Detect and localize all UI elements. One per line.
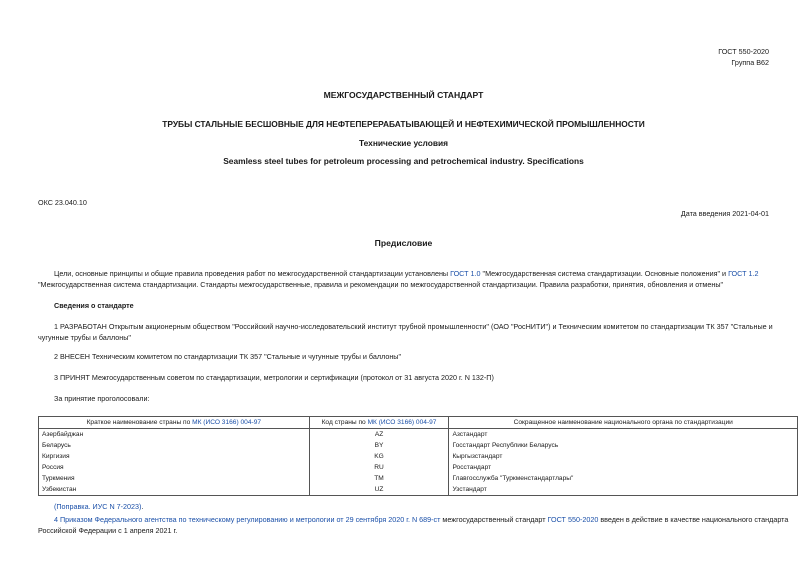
item-enacted — [38, 515, 796, 536]
table-row — [39, 440, 798, 451]
standard-type: МЕЖГОСУДАРСТВЕННЫЙ СТАНДАРТ — [323, 90, 484, 100]
header-text: Краткое наименование страны по — [86, 419, 193, 426]
cell-code: UZ — [309, 484, 449, 496]
table-row — [39, 462, 798, 473]
cell-body: Росстандарт — [449, 462, 798, 473]
cell-country: Туркмения — [39, 473, 310, 484]
cell-country: Киргизия — [39, 451, 310, 462]
gost-550-link[interactable]: ГОСТ 550-2020 — [547, 515, 599, 524]
gost-1-2-link[interactable]: ГОСТ 1.2 — [728, 269, 759, 278]
standard-english-title: Seamless steel tubes for petroleum processing and petrochemical industry. Specifications — [223, 156, 584, 166]
preface-paragraph — [38, 269, 796, 290]
table-row — [39, 473, 798, 484]
cell-body: Госстандарт Республики Беларусь — [449, 440, 798, 451]
introduction-date: Дата введения 2021-04-01 — [680, 209, 769, 218]
standard-subtitle: Технические условия — [358, 138, 449, 148]
countries-table — [38, 416, 798, 496]
item-adopted: 3 ПРИНЯТ Межгосударственным советом по стандартизации, метрологии и сертификации (протокол от 31 августа 2020 г. N 132-П) — [54, 373, 494, 382]
gost-1-0-link[interactable]: ГОСТ 1.0 — [450, 269, 481, 278]
cell-body: Кыргызстандарт — [449, 451, 798, 462]
mk-iso-link[interactable]: МК (ИСО 3166) 004-97 — [192, 419, 262, 426]
amendment-link[interactable]: (Поправка. ИУС N 7-2023) — [54, 502, 142, 511]
header-country — [39, 417, 310, 429]
header-body: Сокращенное наименование национального органа по стандартизации — [449, 417, 798, 429]
cell-country: Россия — [39, 462, 310, 473]
cell-body: Азстандарт — [449, 429, 798, 441]
amendment-dot: . — [141, 502, 144, 511]
info-heading: Сведения о стандарте — [54, 301, 134, 310]
cell-body: Главгосслужба "Туркменстандартлары" — [449, 473, 798, 484]
table-header-row — [39, 417, 798, 429]
mk-iso-link[interactable]: МК (ИСО 3166) 004-97 — [367, 419, 437, 426]
cell-country: Азербайджан — [39, 429, 310, 441]
preface-text: "Межгосударственная система стандартизации. Основные положения" и — [480, 269, 729, 278]
cell-code: KG — [309, 451, 449, 462]
oks-code: ОКС 23.040.10 — [38, 198, 87, 207]
table-row — [39, 429, 798, 441]
cell-code: BY — [309, 440, 449, 451]
cell-code: TM — [309, 473, 449, 484]
preface-text: "Межгосударственная система стандартизации. Стандарты межгосударственные, правила и рекомендации по межгосударственной стандартизации. Правила разработки, принятия, обновления и отмены" — [38, 279, 724, 289]
item4-text: введен в действие в качестве национального стандарта Российской Федерации с 1 апреля 2021 г. — [38, 515, 789, 535]
header-text: Код страны по — [321, 419, 368, 426]
table-row — [39, 451, 798, 462]
cell-code: RU — [309, 462, 449, 473]
document-group: Группа В62 — [731, 58, 769, 67]
cell-country: Узбекистан — [39, 484, 310, 496]
header-code — [309, 417, 449, 429]
standard-title: ТРУБЫ СТАЛЬНЫЕ БЕСШОВНЫЕ ДЛЯ НЕФТЕПЕРЕРАБАТЫВАЮЩЕЙ И НЕФТЕХИМИЧЕСКОЙ ПРОМЫШЛЕННОСТИ — [162, 119, 645, 129]
item-developed: 1 РАЗРАБОТАН Открытым акционерным обществом "Российский научно-исследовательский институт трубной промышленности" (ОАО "РосНИТИ") и Техническим комитетом по стандартизации ТК 357 "Стальные и чугунные трубы и баллоны" — [38, 322, 773, 342]
preface-heading: Предисловие — [374, 238, 433, 248]
cell-body: Узстандарт — [449, 484, 798, 496]
order-link[interactable]: 4 Приказом Федерального агентства по техническому регулированию и метрологии от 29 сентября 2020 г. N 689-ст — [54, 515, 441, 524]
cell-code: AZ — [309, 429, 449, 441]
table-row — [39, 484, 798, 496]
item4-text: межгосударственный стандарт — [440, 515, 548, 524]
preface-text: Цели, основные принципы и общие правила проведения работ по межгосударственной стандартизации установлены — [54, 269, 451, 278]
cell-country: Беларусь — [39, 440, 310, 451]
document-code: ГОСТ 550-2020 — [718, 47, 769, 56]
amendment-line — [54, 502, 143, 513]
item-submitted: 2 ВНЕСЕН Техническим комитетом по стандартизации ТК 357 "Стальные и чугунные трубы и баллоны" — [54, 352, 402, 361]
voted-label: За принятие проголосовали: — [54, 394, 150, 403]
